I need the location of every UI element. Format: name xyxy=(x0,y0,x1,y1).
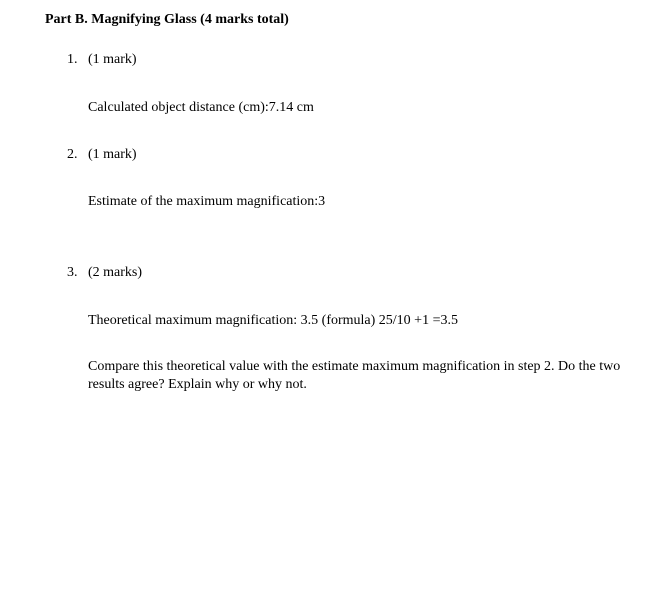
question-3-marks: (2 marks) xyxy=(88,265,143,280)
question-3-number: 3. xyxy=(67,265,78,280)
question-2-number: 2. xyxy=(67,147,78,162)
question-2-answer: Estimate of the maximum magnification:3 xyxy=(88,194,326,209)
question-1-marks: (1 mark) xyxy=(88,52,137,67)
question-1-answer: Calculated object distance (cm):7.14 cm xyxy=(88,100,314,115)
question-2-marks: (1 mark) xyxy=(88,147,137,162)
question-3-prompt: Compare this theoretical value with the estimate maximum magnification in step 2. Do the two results agree? Explain why or why not. xyxy=(88,359,621,392)
question-3-answer: Theoretical maximum magnification: 3.5 (formula) 25/10 +1 =3.5 xyxy=(88,313,458,328)
question-1-number: 1. xyxy=(67,52,78,67)
section-title: Part B. Magnifying Glass (4 marks total) xyxy=(45,12,289,27)
